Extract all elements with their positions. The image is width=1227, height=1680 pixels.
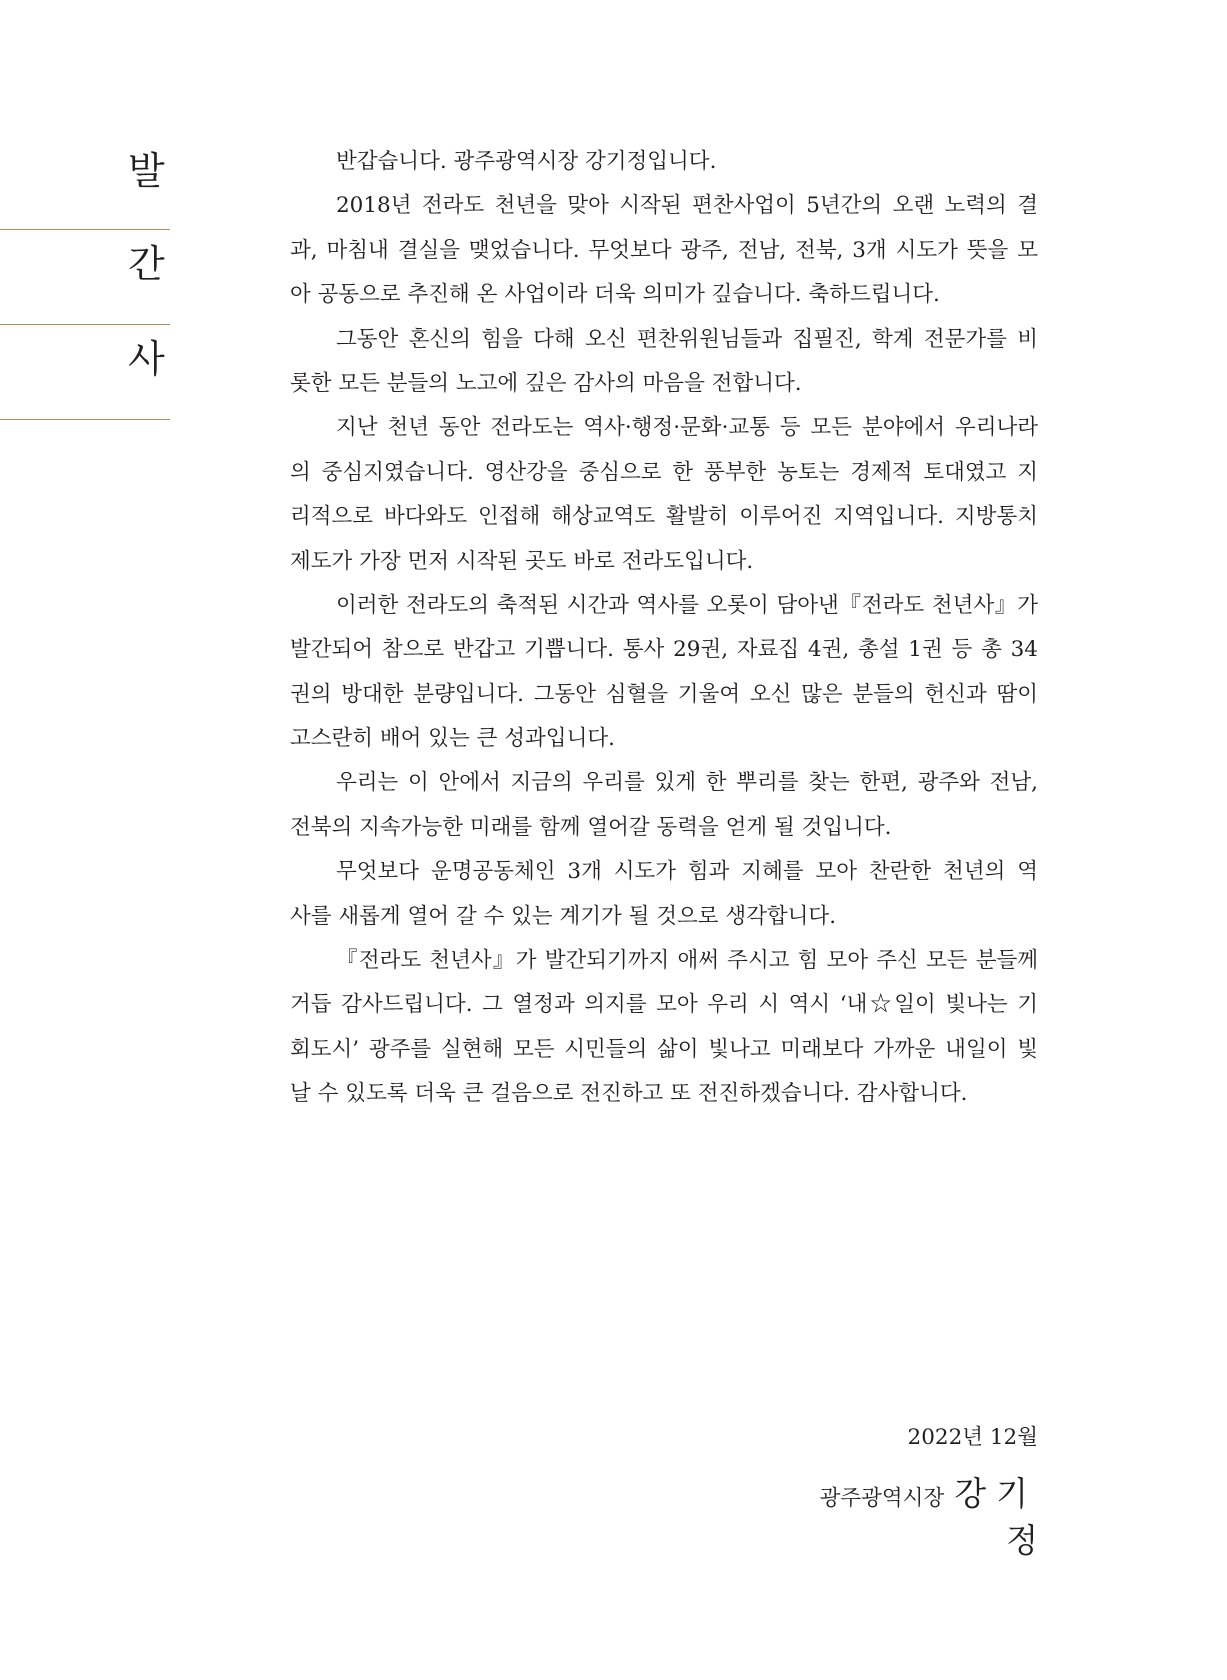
text-line: 아 공동으로 추진해 온 사업이라 더욱 의미가 깊습니다. 축하드립니다.: [290, 282, 940, 308]
text-line: 의 중심지였습니다. 영산강을 중심으로 한 풍부한 농토는 경제적 토대였고 지: [290, 459, 1038, 485]
paragraph: [290, 406, 1038, 584]
text-line: 지난 천년 동안 전라도는 역사·행정·문화·교통 등 모든 분야에서 우리나라: [336, 415, 1038, 441]
text-line: 리적으로 바다와도 인접해 해상교역도 활발히 이루어진 지역입니다. 지방통치: [290, 504, 1038, 530]
text-line: 제도가 가장 먼저 시작된 곳도 바로 전라도입니다.: [290, 548, 754, 574]
paragraph: [290, 850, 1038, 939]
text-line: 사를 새롭게 열어 갈 수 있는 계기가 될 것으로 생각합니다.: [290, 903, 837, 929]
paragraph: [290, 761, 1038, 850]
section-heading: [0, 135, 170, 420]
heading-cell: [0, 135, 170, 230]
paragraph: [290, 939, 1038, 1117]
heading-cell: [0, 325, 170, 420]
paragraph: [290, 140, 1038, 184]
text-line: 이러한 전라도의 축적된 시간과 역사를 오롯이 담아낸『전라도 천년사』가: [336, 592, 1038, 618]
text-line: 거듭 감사드립니다. 그 열정과 의지를 모아 우리 시 역시 ‘내☆일이 빛나는 기: [290, 992, 1038, 1018]
heading-char: 발: [128, 149, 165, 193]
text-line: 롯한 모든 분들의 노고에 깊은 감사의 마음을 전합니다.: [290, 370, 802, 396]
text-line: 무엇보다 운명공동체인 3개 시도가 힘과 지혜를 모아 찬란한 천년의 역: [336, 859, 1038, 885]
text-line: 회도시’ 광주를 실현해 모든 시민들의 삶이 빛나고 미래보다 가까운 내일이 빛: [290, 1036, 1038, 1062]
text-line: 전북의 지속가능한 미래를 함께 열어갈 동력을 얻게 될 것입니다.: [290, 814, 892, 840]
heading-cell: [0, 230, 170, 325]
text-line: 권의 방대한 분량입니다. 그동안 심혈을 기울여 오신 많은 분들의 헌신과 땀이: [290, 681, 1038, 707]
text-line: 『전라도 천년사』가 발간되기까지 애써 주시고 힘 모아 주신 모든 분들께: [336, 948, 1038, 974]
text-line: 우리는 이 안에서 지금의 우리를 있게 한 뿌리를 찾는 한편, 광주와 전남,: [336, 770, 1038, 796]
paragraph: [290, 318, 1038, 407]
signer-name: 강기정: [954, 1474, 1048, 1560]
paragraph: [290, 184, 1038, 317]
text-line: 반갑습니다. 광주광역시장 강기정입니다.: [336, 149, 717, 174]
signature-date: 2022년 12월: [907, 1425, 1038, 1450]
heading-char: 간: [128, 242, 165, 286]
text-line: 발간되어 참으로 반갑고 기쁩니다. 통사 29권, 자료집 4권, 총설 1권 등 총 34: [290, 637, 1038, 663]
heading-char: 사: [128, 337, 165, 381]
foreword-body: [290, 140, 1038, 1117]
text-line: 과, 마침내 결실을 맺었습니다. 무엇보다 광주, 전남, 전북, 3개 시도가 뜻을 모: [290, 237, 1038, 263]
text-line: 날 수 있도록 더욱 큰 걸음으로 전진하고 또 전진하겠습니다. 감사합니다.: [290, 1081, 968, 1107]
text-line: 그동안 혼신의 힘을 다해 오신 편찬위원님들과 집필진, 학계 전문가를 비: [336, 326, 1038, 352]
text-line: 2018년 전라도 천년을 맞아 시작된 편찬사업이 5년간의 오랜 노력의 결: [336, 193, 1038, 219]
paragraph: [290, 584, 1038, 762]
signer-title: 광주광역시장: [819, 1486, 945, 1511]
text-line: 고스란히 배어 있는 큰 성과입니다.: [290, 726, 615, 752]
signature-block: [788, 1468, 1048, 1562]
